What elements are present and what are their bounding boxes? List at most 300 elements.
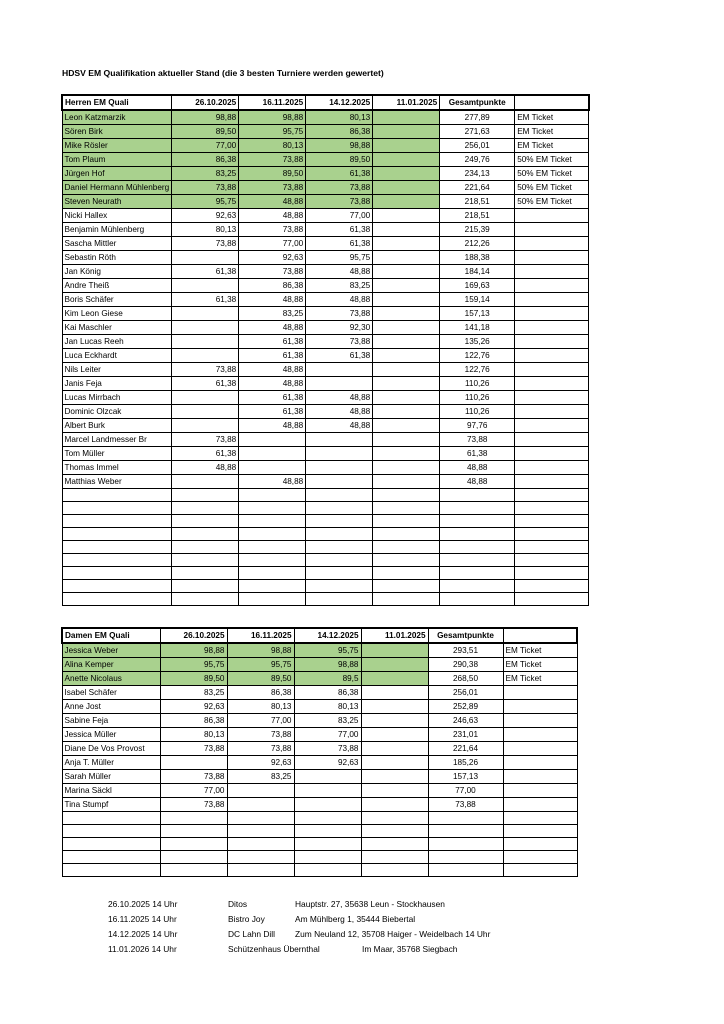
- score-cell: 83,25: [294, 714, 361, 728]
- total-points: 97,76: [440, 419, 515, 433]
- ticket-status: 50% EM Ticket: [515, 195, 589, 209]
- score-cell: [361, 784, 428, 798]
- total-points: 234,13: [440, 167, 515, 181]
- score-cell: 92,30: [306, 321, 373, 335]
- table-row: [62, 265, 589, 279]
- player-name: Tina Stumpf: [62, 798, 160, 812]
- score-cell: 98,88: [306, 139, 373, 153]
- ticket-status: [503, 812, 577, 825]
- score-cell: 89,50: [306, 153, 373, 167]
- score-cell: [373, 293, 440, 307]
- ticket-status: [515, 593, 589, 606]
- score-cell: [373, 307, 440, 321]
- player-name: [62, 838, 160, 851]
- score-cell: 73,88: [172, 363, 239, 377]
- player-name: Andre Theiß: [62, 279, 172, 293]
- total-points: 218,51: [440, 195, 515, 209]
- score-cell: [306, 502, 373, 515]
- score-cell: 48,88: [239, 475, 306, 489]
- ticket-status: [515, 515, 589, 528]
- score-cell: [239, 528, 306, 541]
- score-cell: 73,88: [306, 181, 373, 195]
- score-cell: [373, 419, 440, 433]
- score-cell: [373, 279, 440, 293]
- score-cell: [306, 475, 373, 489]
- player-name: Jessica Weber: [62, 643, 160, 658]
- player-name: Sabine Feja: [62, 714, 160, 728]
- player-name: Tom Müller: [62, 447, 172, 461]
- score-cell: [373, 209, 440, 223]
- table-row: [62, 419, 589, 433]
- column-header: Damen EM Quali: [62, 628, 160, 643]
- score-cell: 48,88: [239, 363, 306, 377]
- column-header: 16.11.2025: [239, 95, 306, 110]
- ticket-status: [515, 489, 589, 502]
- total-points: 110,26: [440, 377, 515, 391]
- score-cell: 77,00: [160, 784, 227, 798]
- table-row: [62, 237, 589, 251]
- total-points: 256,01: [440, 139, 515, 153]
- player-name: Jürgen Hof: [62, 167, 172, 181]
- score-cell: 61,38: [306, 349, 373, 363]
- table-row: [62, 643, 577, 658]
- total-points: 221,64: [440, 181, 515, 195]
- table-row: [62, 825, 577, 838]
- score-cell: [227, 812, 294, 825]
- ticket-status: [515, 293, 589, 307]
- total-points: [440, 567, 515, 580]
- score-cell: [361, 672, 428, 686]
- total-points: 77,00: [428, 784, 503, 798]
- score-cell: 89,50: [172, 125, 239, 139]
- total-points: 122,76: [440, 363, 515, 377]
- column-header: Herren EM Quali: [62, 95, 172, 110]
- ticket-status: [515, 475, 589, 489]
- total-points: 159,14: [440, 293, 515, 307]
- table-row: [62, 405, 589, 419]
- ticket-status: [515, 251, 589, 265]
- score-cell: [361, 714, 428, 728]
- score-cell: [361, 798, 428, 812]
- player-name: Jan Lucas Reeh: [62, 335, 172, 349]
- table-row: [62, 363, 589, 377]
- score-cell: [361, 812, 428, 825]
- score-cell: [373, 541, 440, 554]
- ticket-status: [515, 391, 589, 405]
- ticket-status: 50% EM Ticket: [515, 181, 589, 195]
- score-cell: [306, 433, 373, 447]
- table-row: [62, 515, 589, 528]
- ticket-status: [515, 433, 589, 447]
- column-header: Gesamtpunkte: [440, 95, 515, 110]
- table-row: [62, 714, 577, 728]
- player-name: Benjamin Mühlenberg: [62, 223, 172, 237]
- player-name: Jan König: [62, 265, 172, 279]
- column-header: 16.11.2025: [227, 628, 294, 643]
- score-cell: [172, 405, 239, 419]
- score-cell: 98,88: [160, 643, 227, 658]
- score-cell: [172, 391, 239, 405]
- player-name: Mike Rösler: [62, 139, 172, 153]
- score-cell: 89,50: [239, 167, 306, 181]
- player-name: Tom Plaum: [62, 153, 172, 167]
- score-cell: 48,88: [239, 293, 306, 307]
- total-points: 268,50: [428, 672, 503, 686]
- column-header: [503, 628, 577, 643]
- schedule-address: Im Maar, 35768 Siegbach: [362, 944, 458, 954]
- score-cell: [172, 502, 239, 515]
- schedule-date: 11.01.2026 14 Uhr: [108, 944, 177, 954]
- score-cell: [160, 851, 227, 864]
- table-row: [62, 461, 589, 475]
- player-name: Jessica Müller: [62, 728, 160, 742]
- table-row: [62, 756, 577, 770]
- ticket-status: [515, 279, 589, 293]
- player-name: Marcel Landmesser Br: [62, 433, 172, 447]
- total-points: 249,76: [440, 153, 515, 167]
- score-cell: [160, 756, 227, 770]
- score-cell: 95,75: [294, 643, 361, 658]
- table-row: [62, 167, 589, 181]
- score-cell: [361, 728, 428, 742]
- ticket-status: [503, 838, 577, 851]
- player-name: Isabel Schäfer: [62, 686, 160, 700]
- score-cell: 77,00: [227, 714, 294, 728]
- score-cell: 61,38: [172, 293, 239, 307]
- total-points: 256,01: [428, 686, 503, 700]
- score-cell: [172, 489, 239, 502]
- score-cell: [373, 110, 440, 125]
- women-standings-table: [61, 627, 578, 877]
- score-cell: [294, 825, 361, 838]
- ticket-status: EM Ticket: [515, 110, 589, 125]
- ticket-status: [503, 756, 577, 770]
- player-name: Nicki Hallex: [62, 209, 172, 223]
- score-cell: [373, 181, 440, 195]
- ticket-status: [515, 363, 589, 377]
- total-points: 221,64: [428, 742, 503, 756]
- table-row: [62, 686, 577, 700]
- score-cell: [227, 784, 294, 798]
- ticket-status: [515, 209, 589, 223]
- score-cell: [373, 167, 440, 181]
- schedule-date: 14.12.2025 14 Uhr: [108, 929, 178, 939]
- score-cell: [306, 363, 373, 377]
- score-cell: [172, 349, 239, 363]
- total-points: 218,51: [440, 209, 515, 223]
- player-name: Nils Leiter: [62, 363, 172, 377]
- score-cell: [373, 515, 440, 528]
- total-points: [428, 825, 503, 838]
- score-cell: [373, 335, 440, 349]
- score-cell: 98,88: [227, 643, 294, 658]
- table-row: [62, 307, 589, 321]
- player-name: Sarah Müller: [62, 770, 160, 784]
- score-cell: [306, 541, 373, 554]
- ticket-status: [515, 419, 589, 433]
- score-cell: [361, 756, 428, 770]
- score-cell: 98,88: [294, 658, 361, 672]
- table-row: [62, 321, 589, 335]
- score-cell: 83,25: [227, 770, 294, 784]
- score-cell: 83,25: [306, 279, 373, 293]
- score-cell: 48,88: [306, 405, 373, 419]
- score-cell: [172, 528, 239, 541]
- ticket-status: [515, 307, 589, 321]
- score-cell: 73,88: [160, 770, 227, 784]
- score-cell: [172, 307, 239, 321]
- total-points: 61,38: [440, 447, 515, 461]
- ticket-status: [503, 700, 577, 714]
- score-cell: 77,00: [239, 237, 306, 251]
- player-name: [62, 541, 172, 554]
- score-cell: [227, 825, 294, 838]
- score-cell: 48,88: [306, 265, 373, 279]
- score-cell: 73,88: [172, 181, 239, 195]
- score-cell: [373, 580, 440, 593]
- score-cell: [227, 838, 294, 851]
- score-cell: 48,88: [172, 461, 239, 475]
- score-cell: [361, 825, 428, 838]
- score-cell: 48,88: [239, 195, 306, 209]
- score-cell: [373, 502, 440, 515]
- ticket-status: EM Ticket: [503, 672, 577, 686]
- table-row: [62, 700, 577, 714]
- table-row: [62, 433, 589, 447]
- table-row: [62, 593, 589, 606]
- score-cell: [239, 541, 306, 554]
- ticket-status: [503, 825, 577, 838]
- score-cell: [373, 349, 440, 363]
- score-cell: 61,38: [239, 391, 306, 405]
- score-cell: [373, 363, 440, 377]
- score-cell: 92,63: [172, 209, 239, 223]
- total-points: [440, 489, 515, 502]
- score-cell: 48,88: [306, 419, 373, 433]
- score-cell: 98,88: [239, 110, 306, 125]
- table-row: [62, 502, 589, 515]
- ticket-status: [503, 686, 577, 700]
- ticket-status: [515, 265, 589, 279]
- ticket-status: [503, 770, 577, 784]
- total-points: 157,13: [440, 307, 515, 321]
- score-cell: [373, 554, 440, 567]
- score-cell: [373, 237, 440, 251]
- score-cell: [361, 838, 428, 851]
- score-cell: 48,88: [239, 321, 306, 335]
- total-points: 252,89: [428, 700, 503, 714]
- score-cell: 92,63: [227, 756, 294, 770]
- score-cell: 92,63: [294, 756, 361, 770]
- ticket-status: [515, 237, 589, 251]
- total-points: 157,13: [428, 770, 503, 784]
- table-row: [62, 223, 589, 237]
- column-header: 11.01.2025: [373, 95, 440, 110]
- score-cell: 48,88: [239, 209, 306, 223]
- total-points: 185,26: [428, 756, 503, 770]
- score-cell: [361, 700, 428, 714]
- player-name: [62, 515, 172, 528]
- table-row: [62, 864, 577, 877]
- score-cell: 86,38: [172, 153, 239, 167]
- player-name: [62, 554, 172, 567]
- player-name: Thomas Immel: [62, 461, 172, 475]
- score-cell: 80,13: [172, 223, 239, 237]
- score-cell: 61,38: [239, 405, 306, 419]
- score-cell: 73,88: [227, 742, 294, 756]
- total-points: 141,18: [440, 321, 515, 335]
- score-cell: [361, 742, 428, 756]
- ticket-status: [503, 851, 577, 864]
- ticket-status: EM Ticket: [503, 658, 577, 672]
- player-name: Janis Feja: [62, 377, 172, 391]
- score-cell: 95,75: [227, 658, 294, 672]
- total-points: [428, 838, 503, 851]
- score-cell: 77,00: [306, 209, 373, 223]
- table-row: [62, 528, 589, 541]
- ticket-status: [515, 528, 589, 541]
- score-cell: [306, 447, 373, 461]
- score-cell: 86,38: [239, 279, 306, 293]
- table-row: [62, 784, 577, 798]
- score-cell: 95,75: [239, 125, 306, 139]
- player-name: [62, 567, 172, 580]
- score-cell: [373, 447, 440, 461]
- total-points: 48,88: [440, 475, 515, 489]
- score-cell: [361, 851, 428, 864]
- player-name: Albert Burk: [62, 419, 172, 433]
- table-row: [62, 391, 589, 405]
- total-points: 246,63: [428, 714, 503, 728]
- schedule-date: 16.11.2025 14 Uhr: [108, 914, 177, 924]
- table-row: [62, 181, 589, 195]
- score-cell: [172, 251, 239, 265]
- score-cell: 73,88: [239, 223, 306, 237]
- ticket-status: [515, 580, 589, 593]
- ticket-status: [503, 864, 577, 877]
- ticket-status: 50% EM Ticket: [515, 167, 589, 181]
- player-name: [62, 812, 160, 825]
- score-cell: [373, 489, 440, 502]
- score-cell: [172, 580, 239, 593]
- score-cell: [306, 461, 373, 475]
- score-cell: 73,88: [306, 335, 373, 349]
- player-name: Anette Nicolaus: [62, 672, 160, 686]
- player-name: Sören Birk: [62, 125, 172, 139]
- column-header: 26.10.2025: [160, 628, 227, 643]
- score-cell: [172, 321, 239, 335]
- player-name: Sascha Mittler: [62, 237, 172, 251]
- score-cell: 95,75: [172, 195, 239, 209]
- score-cell: 48,88: [306, 293, 373, 307]
- score-cell: 61,38: [172, 377, 239, 391]
- total-points: [440, 593, 515, 606]
- score-cell: 61,38: [239, 335, 306, 349]
- player-name: [62, 593, 172, 606]
- score-cell: 80,13: [160, 728, 227, 742]
- player-name: [62, 851, 160, 864]
- score-cell: 80,13: [227, 700, 294, 714]
- score-cell: [172, 554, 239, 567]
- total-points: [428, 812, 503, 825]
- score-cell: 80,13: [239, 139, 306, 153]
- score-cell: [239, 593, 306, 606]
- score-cell: 48,88: [306, 391, 373, 405]
- table-row: [62, 125, 589, 139]
- score-cell: 83,25: [160, 686, 227, 700]
- men-standings-table: [61, 94, 590, 606]
- score-cell: [172, 279, 239, 293]
- score-cell: [361, 864, 428, 877]
- score-cell: [294, 770, 361, 784]
- table-row: [62, 567, 589, 580]
- score-cell: [294, 838, 361, 851]
- score-cell: [294, 798, 361, 812]
- player-name: Luca Eckhardt: [62, 349, 172, 363]
- total-points: 110,26: [440, 391, 515, 405]
- column-header: 26.10.2025: [172, 95, 239, 110]
- score-cell: [239, 489, 306, 502]
- ticket-status: EM Ticket: [515, 125, 589, 139]
- ticket-status: [503, 798, 577, 812]
- score-cell: [373, 405, 440, 419]
- ticket-status: EM Ticket: [503, 643, 577, 658]
- score-cell: [172, 419, 239, 433]
- score-cell: [160, 812, 227, 825]
- ticket-status: EM Ticket: [515, 139, 589, 153]
- score-cell: [373, 153, 440, 167]
- table-row: [62, 489, 589, 502]
- schedule-venue: DC Lahn Dill: [228, 929, 276, 939]
- score-cell: [239, 580, 306, 593]
- player-name: Kai Maschler: [62, 321, 172, 335]
- score-cell: 77,00: [172, 139, 239, 153]
- ticket-status: [515, 349, 589, 363]
- score-cell: 86,38: [294, 686, 361, 700]
- schedule-address: Am Mühlberg 1, 35444 Biebertal: [295, 914, 416, 924]
- column-header: 14.12.2025: [294, 628, 361, 643]
- column-header: 11.01.2025: [361, 628, 428, 643]
- table-row: [62, 798, 577, 812]
- score-cell: 73,88: [172, 433, 239, 447]
- table-row: [62, 541, 589, 554]
- total-points: 184,14: [440, 265, 515, 279]
- score-cell: [294, 812, 361, 825]
- ticket-status: 50% EM Ticket: [515, 153, 589, 167]
- player-name: Anne Jost: [62, 700, 160, 714]
- score-cell: [373, 125, 440, 139]
- player-name: [62, 864, 160, 877]
- score-cell: 77,00: [294, 728, 361, 742]
- score-cell: 48,88: [239, 419, 306, 433]
- ticket-status: [515, 567, 589, 580]
- table-row: [62, 349, 589, 363]
- table-row: [62, 742, 577, 756]
- score-cell: [239, 502, 306, 515]
- table-row: [62, 153, 589, 167]
- total-points: 135,26: [440, 335, 515, 349]
- table-row: [62, 335, 589, 349]
- table-row: [62, 554, 589, 567]
- total-points: 73,88: [440, 433, 515, 447]
- score-cell: [172, 475, 239, 489]
- score-cell: [373, 265, 440, 279]
- column-header: Gesamtpunkte: [428, 628, 503, 643]
- total-points: [440, 541, 515, 554]
- score-cell: [373, 528, 440, 541]
- ticket-status: [503, 784, 577, 798]
- table-row: [62, 838, 577, 851]
